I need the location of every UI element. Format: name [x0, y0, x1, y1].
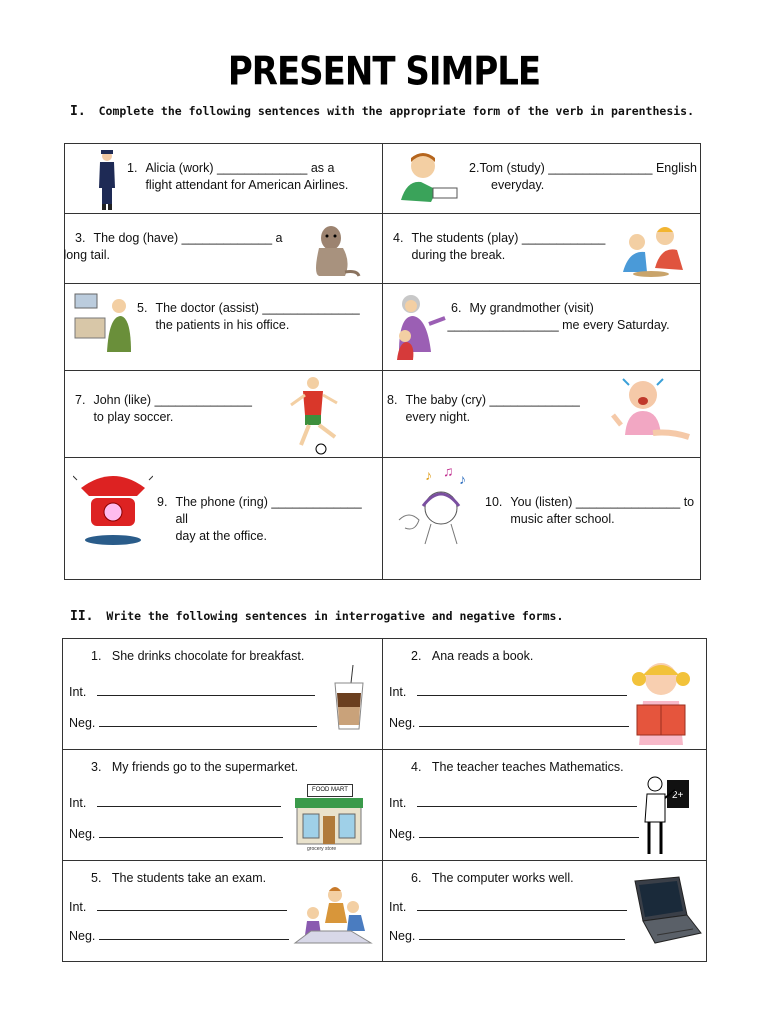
exercise1-cell-1	[65, 144, 383, 214]
exercise1-cell-3	[65, 214, 383, 284]
neg-answer-blank[interactable]	[99, 715, 317, 727]
exercise1-item-5: 5. The doctor (assist) ______________ the patients in his office.	[137, 301, 360, 332]
neg-answer-blank[interactable]	[99, 928, 289, 940]
neg-answer-blank[interactable]	[419, 928, 625, 940]
svg-text:♫: ♫	[443, 466, 454, 479]
exercise1-item-1: 1. Alicia (work) _____________ as a flight attendant for American Airlines.	[127, 161, 349, 192]
store-caption: grocery store	[307, 846, 337, 852]
students-exam-icon	[291, 883, 375, 945]
neg-line: Neg.	[69, 826, 283, 841]
section2-instruction	[70, 609, 563, 624]
exercise1-item-8: 8. The baby (cry) _____________ every night.	[387, 393, 580, 424]
red-telephone-icon	[73, 468, 153, 548]
children-playing-icon	[615, 222, 691, 278]
food-mart-icon	[293, 786, 365, 856]
exercise2-item-1: 1. She drinks chocolate for breakfast.	[91, 649, 305, 663]
int-answer-blank[interactable]	[97, 684, 315, 696]
boy-studying-icon	[397, 150, 461, 204]
laptop-icon	[627, 875, 703, 951]
int-answer-blank[interactable]	[97, 795, 281, 807]
svg-text:2+: 2+	[672, 790, 684, 801]
exercise2-item-6: 6. The computer works well.	[411, 871, 574, 885]
store-sign: FOOD MART	[307, 784, 353, 797]
exercise1-cell-6	[383, 284, 701, 371]
girl-reading-icon	[629, 657, 695, 747]
exercise2-cell-2	[383, 639, 707, 750]
exercise2-cell-5	[63, 861, 383, 962]
int-line: Int.	[389, 899, 627, 914]
exercise1-table	[64, 143, 701, 580]
exercise2-item-2: 2. Ana reads a book.	[411, 649, 534, 663]
exercise2-item-5: 5. The students take an exam.	[91, 871, 267, 885]
exercise1-item-4: 4. The students (play) ____________ during the break.	[393, 231, 606, 262]
page-title: PRESENT SIMPLE	[227, 49, 541, 95]
neg-answer-blank[interactable]	[419, 826, 639, 838]
doctor-office-icon	[73, 292, 133, 356]
int-answer-blank[interactable]	[417, 795, 637, 807]
section1-numeral: I.	[70, 104, 86, 119]
exercise1-cell-2	[383, 144, 701, 214]
exercise2-table	[62, 638, 707, 962]
chocolate-cup-icon	[331, 663, 367, 731]
section1-instruction-text: Complete the following sentences with the appropriate form of the verb in parenthesis.	[98, 104, 695, 118]
grandmother-icon	[391, 292, 447, 364]
svg-text:♪: ♪	[425, 467, 432, 483]
exercise1-item-3: 3. The dog (have) _____________ a long tail.	[63, 231, 283, 262]
crying-baby-icon	[607, 375, 691, 451]
neg-line: Neg.	[389, 715, 629, 730]
neg-answer-blank[interactable]	[419, 715, 629, 727]
exercise1-cell-7	[65, 371, 383, 458]
exercise1-cell-8	[383, 371, 701, 458]
int-answer-blank[interactable]	[97, 899, 287, 911]
section2-instruction-text: Write the following sentences in interrogative and negative forms.	[106, 609, 564, 623]
exercise1-cell-9	[65, 458, 383, 580]
int-line: Int.	[69, 684, 315, 699]
neg-line: Neg.	[389, 928, 625, 943]
exercise2-item-4: 4. The teacher teaches Mathematics.	[411, 760, 624, 774]
exercise1-cell-5	[65, 284, 383, 371]
exercise1-cell-10	[383, 458, 701, 580]
exercise2-cell-1	[63, 639, 383, 750]
exercise2-item-3: 3. My friends go to the supermarket.	[91, 760, 299, 774]
flight-attendant-icon	[95, 148, 119, 212]
exercise2-cell-6	[383, 861, 707, 962]
exercise1-cell-4	[383, 214, 701, 284]
soccer-player-icon	[283, 375, 347, 455]
exercise1-item-9: 9. The phone (ring) _____________ all day at the office.	[157, 495, 362, 543]
exercise1-item-6: 6. My grandmother (visit) ________________ me every Saturday.	[447, 301, 670, 332]
exercise2-cell-4	[383, 750, 707, 861]
int-answer-blank[interactable]	[417, 899, 627, 911]
int-line: Int.	[69, 899, 287, 914]
neg-answer-blank[interactable]	[99, 826, 283, 838]
dog-icon	[305, 222, 361, 278]
neg-line: Neg.	[389, 826, 639, 841]
int-line: Int.	[389, 684, 627, 699]
section2-numeral: II.	[70, 609, 94, 624]
neg-line: Neg.	[69, 928, 289, 943]
int-line: Int.	[389, 795, 637, 810]
section1-instruction	[70, 104, 694, 119]
neg-line: Neg.	[69, 715, 317, 730]
listening-music-icon	[395, 466, 483, 546]
int-line: Int.	[69, 795, 281, 810]
exercise1-item-10: 10. You (listen) _______________ to music after school.	[485, 495, 695, 526]
svg-text:♪: ♪	[459, 471, 466, 487]
exercise1-item-2: 2.Tom (study) _______________ English everyday.	[469, 161, 697, 192]
teacher-blackboard-icon	[641, 774, 693, 858]
exercise2-cell-3	[63, 750, 383, 861]
int-answer-blank[interactable]	[417, 684, 627, 696]
exercise1-item-7: 7. John (like) ______________ to play soccer.	[75, 393, 252, 424]
